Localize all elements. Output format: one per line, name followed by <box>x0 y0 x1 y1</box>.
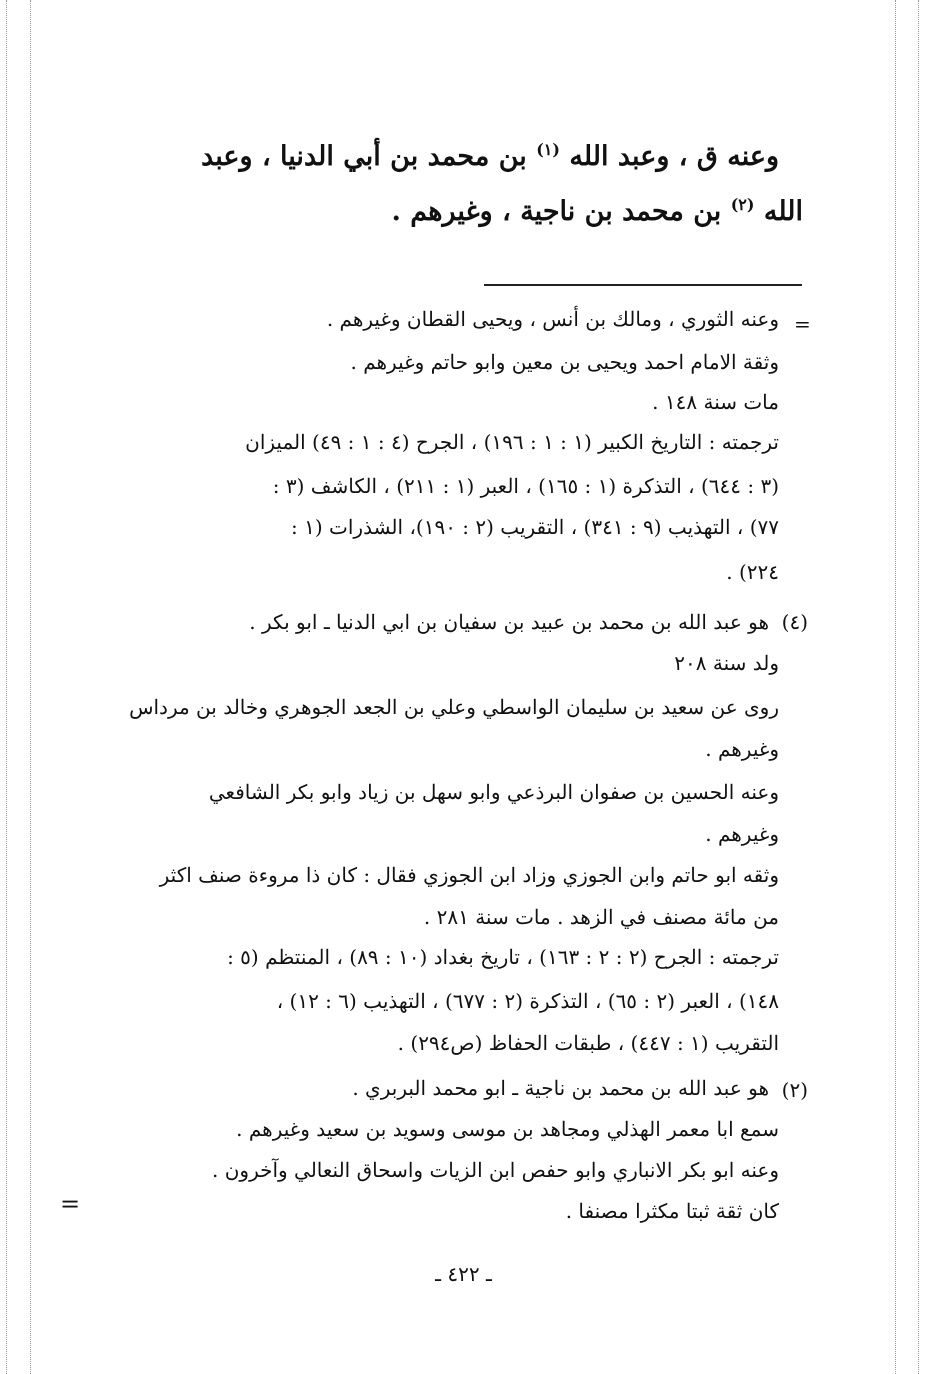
continuation-mark: = <box>794 312 811 336</box>
footnote-marker: (٤) <box>781 610 808 634</box>
scan-dotted-line <box>918 0 919 1374</box>
scan-dotted-line <box>895 0 896 1374</box>
footnote-line: وغيرهم . <box>705 737 779 761</box>
footnote-line: ترجمته : الجرح (٢ : ٢ : ١٦٣) ، تاريخ بغداد (١٠ : ٨٩) ، المنتظم (٥ : <box>227 945 779 969</box>
body-text: وعنه ق ، وعبد الله <box>569 141 779 172</box>
footnote-line: ترجمته : التاريخ الكبير (١ : ١ : ١٩٦) ، الجرح (٤ : ١ : ٤٩) الميزان <box>245 430 779 454</box>
body-text: بن محمد بن ناجية ، وغيرهم . <box>391 196 722 227</box>
page-number: ـ ٤٢٢ ـ <box>435 1262 492 1286</box>
footnote-line: مات سنة ١٤٨ . <box>652 390 779 414</box>
body-line-1 <box>201 140 779 172</box>
footnote-line: ٧٧) ، التهذيب (٩ : ٣٤١) ، التقريب (٢ : ١٩٠)، الشذرات (١ : <box>291 515 779 539</box>
body-text: الله <box>763 196 803 227</box>
footnote-ref: (١) <box>536 140 560 159</box>
footnote-line: روى عن سعيد بن سليمان الواسطي وعلي بن الجعد الجوهري وخالد بن مرداس <box>129 695 779 719</box>
footnote-line: هو عبد الله بن محمد بن عبيد بن سفيان بن ابي الدنيا ـ ابو بكر . <box>249 610 769 634</box>
footnote-line: كان ثقة ثبتا مكثرا مصنفا . <box>565 1199 779 1223</box>
scan-dotted-line <box>30 0 31 1374</box>
body-line-2 <box>391 195 803 227</box>
footnote-line: ١٤٨) ، العبر (٢ : ٦٥) ، التذكرة (٢ : ٦٧٧) ، التهذيب (٦ : ١٢) ، <box>276 989 779 1013</box>
body-text: بن محمد بن أبي الدنيا ، وعبد <box>201 141 527 172</box>
footnote-ref: (٢) <box>730 195 755 214</box>
footnote-line: ٢٢٤) . <box>726 560 779 584</box>
footnote-line: هو عبد الله بن محمد بن ناجية ـ ابو محمد البربري . <box>352 1076 769 1100</box>
footnote-line: وثقة الامام احمد ويحيى بن معين وابو حاتم وغيرهم . <box>350 350 779 374</box>
footnote-line: وعنه الثوري ، ومالك بن أنس ، ويحيى القطان وغيرهم . <box>326 307 779 331</box>
footnote-line: وعنه الحسين بن صفوان البرذعي وابو سهل بن زياد وابو بكر الشافعي <box>208 780 779 804</box>
footnote-line: ولد سنة ٢٠٨ <box>674 651 779 675</box>
footnote-line: (٣ : ٦٤٤) ، التذكرة (١ : ١٦٥) ، العبر (١ : ٢١١) ، الكاشف (٣ : <box>272 474 779 498</box>
footnote-line: من مائة مصنف في الزهد . مات سنة ٢٨١ . <box>423 905 779 929</box>
scan-dotted-line <box>6 0 7 1374</box>
footnote-line: وغيرهم . <box>705 822 779 846</box>
footnote-line: التقريب (١ : ٤٤٧) ، طبقات الحفاظ (ص٢٩٤) . <box>397 1031 779 1055</box>
footnote-line: سمع ابا معمر الهذلي ومجاهد بن موسى وسويد بن سعيد وغيرهم . <box>236 1117 779 1141</box>
footnote-line: وعنه ابو بكر الانباري وابو حفص ابن الزيات واسحاق النعالي وآخرون . <box>212 1158 779 1182</box>
footnote-separator <box>484 284 802 286</box>
continuation-mark: = <box>60 1190 81 1218</box>
footnote-line: وثقه ابو حاتم وابن الجوزي وزاد ابن الجوزي فقال : كان ذا مروءة صنف اكثر <box>159 863 779 887</box>
footnote-marker: (٢) <box>781 1078 808 1102</box>
